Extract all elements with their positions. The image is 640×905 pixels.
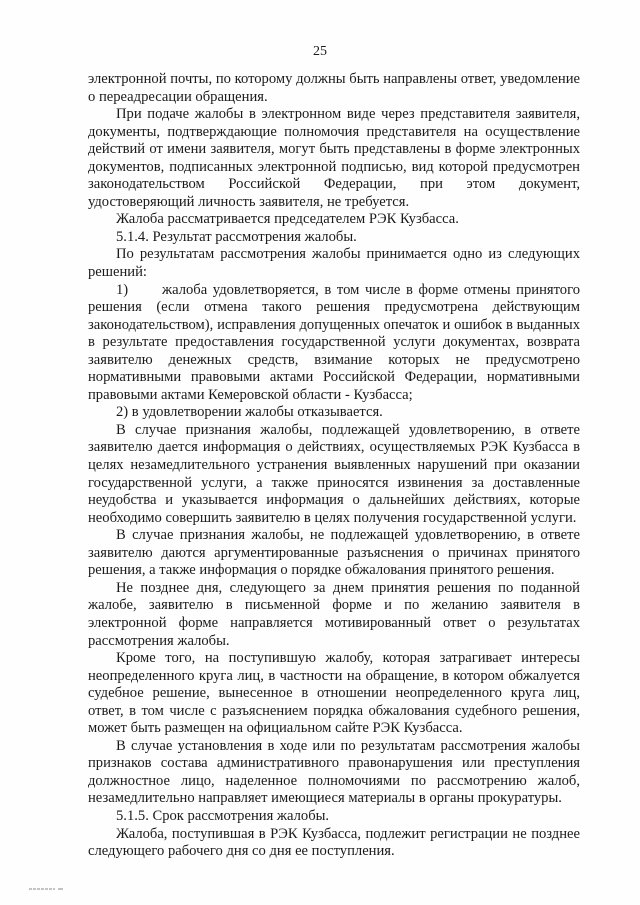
paragraph-representative-submission: При подаче жалобы в электронном виде через представителя заявителя, документы, подтверждающие полномочия представителя на осуществление действий от имени заявителя, могут быть представлены в форме электронных документов, подписанных электронной подписью, вид которой предусмотрен законодательством Российской Федерации, при этом документ, удостоверяющий личность заявителя, не требуется. [88,106,580,210]
footer-scan-mark [29,884,63,893]
paragraph-prosecutor-referral: В случае установления в ходе или по результатам рассмотрения жалобы признаков состава административного правонарушения или преступления должностное лицо, наделенное полномочиями по рассмотрению жалоб, незамедлительно направляет имеющиеся материалы в органы прокуратуры. [88,737,580,807]
footer-scan-mark-icon [29,887,63,891]
paragraph-complaint-reviewer: Жалоба рассматривается председателем РЭК Кузбасса. [116,211,459,228]
paragraph-decision-options: По результатам рассмотрения жалобы принимается одно из следующих решений: [88,246,580,281]
paragraph-public-interest: Кроме того, на поступившую жалобу, которая затрагивает интересы неопределенного круга лиц, в частности на обращение, в котором обжалуется судебное решение, вынесенное в отношении неопределенного круга лиц, ответ, в том числе с разъяснением порядка обжалования судебного решения, может быть размещен на официальном сайте РЭК Кузбасса. [88,650,580,737]
paragraph-continuation: электронной почты, по которому должны быть направлены ответ, уведомление о переадресации обращения. [88,71,580,105]
section-heading-5-1-4: 5.1.4. Результат рассмотрения жалобы. [116,228,357,245]
page-number: 25 [313,44,327,59]
paragraph-registration-deadline: Жалоба, поступившая в РЭК Кузбасса, подлежит регистрации не позднее следующего рабочего дня со дня ее поступления. [88,825,580,860]
document-body [88,71,580,861]
paragraph-satisfied-response: В случае признания жалобы, подлежащей удовлетворению, в ответе заявителю дается информация о действиях, осуществляемых РЭК Кузбасса в целях незамедлительного устранения выявленных нарушений при оказании государственной услуги, а также приносятся извинения за доставленные неудобства и указывается информация о дальнейших действиях, которые необходимо совершить заявителю в целях получения государственной услуги. [88,421,580,526]
paragraph-response-deadline: Не позднее дня, следующего за днем принятия решения по поданной жалобе, заявителю в письменной форме и по желанию заявителя в электронной форме направляется мотивированный ответ о результатах рассмотрения жалобы. [88,579,580,649]
paragraph-refused-response: В случае признания жалобы, не подлежащей удовлетворению, в ответе заявителю даются аргументированные разъяснения о причинах принятого решения, а также информация о порядке обжалования принятого решения. [88,527,580,579]
section-heading-5-1-5: 5.1.5. Срок рассмотрения жалобы. [116,807,330,824]
list-item-2-refused: 2) в удовлетворении жалобы отказывается. [116,404,383,421]
list-item-1-satisfied: 1) жалоба удовлетворяется, в том числе в форме отмены принятого решения (если отмена такого решения предусмотрена действующим законодательством), исправления допущенных опечаток и ошибок в выданных в результате предоставления государственной услуги документах, возврата заявителю денежных средств, взимание которых не предусмотрено нормативными правовыми актами Российской Федерации, нормативными правовыми актами Кемеровской области - Кузбасса; [88,281,580,403]
